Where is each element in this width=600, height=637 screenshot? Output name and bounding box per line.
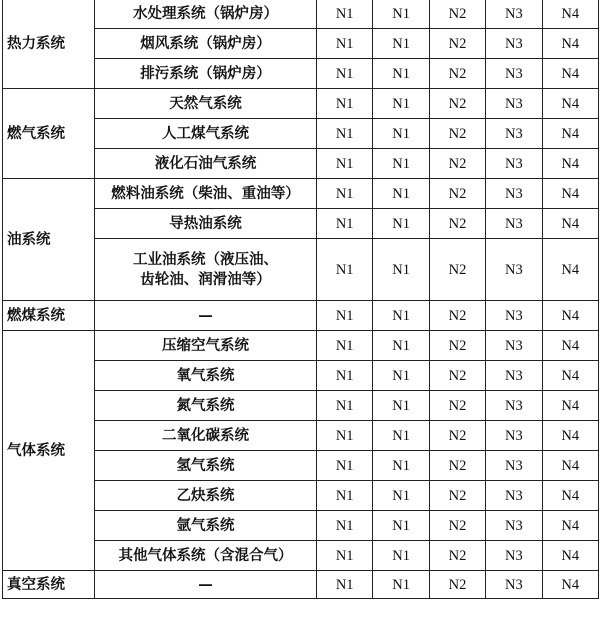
- level-cell: N1: [373, 481, 429, 511]
- level-cell: N1: [373, 391, 429, 421]
- level-cell: N4: [542, 59, 598, 89]
- level-cell: N2: [429, 511, 485, 541]
- level-cell: N3: [486, 511, 542, 541]
- subsystem-cell: [95, 239, 317, 301]
- table-row: [3, 301, 599, 331]
- level-cell: N3: [486, 179, 542, 209]
- level-cell: N1: [373, 89, 429, 119]
- level-cell: N3: [486, 451, 542, 481]
- table-row: [3, 179, 599, 209]
- table-row: [3, 89, 599, 119]
- level-cell: N2: [429, 239, 485, 301]
- subsystem-cell: 氮气系统: [95, 391, 317, 421]
- level-cell: N2: [429, 0, 485, 29]
- level-cell: N1: [373, 451, 429, 481]
- level-cell: N1: [373, 29, 429, 59]
- level-cell: N4: [542, 331, 598, 361]
- level-cell: N3: [486, 331, 542, 361]
- level-cell: N1: [373, 179, 429, 209]
- level-cell: N1: [373, 421, 429, 451]
- level-cell: N1: [317, 209, 373, 239]
- category-cell: 真空系统: [3, 571, 95, 599]
- table-row: [3, 331, 599, 361]
- category-cell: 油系统: [3, 179, 95, 301]
- table-row: [3, 571, 599, 599]
- level-cell: N3: [486, 59, 542, 89]
- level-cell: N3: [486, 481, 542, 511]
- system-classification-table: [2, 0, 599, 599]
- subsystem-cell: —: [95, 301, 317, 331]
- level-cell: N1: [317, 149, 373, 179]
- level-cell: N1: [317, 391, 373, 421]
- level-cell: N4: [542, 301, 598, 331]
- level-cell: N3: [486, 239, 542, 301]
- subsystem-cell: 导热油系统: [95, 209, 317, 239]
- level-cell: N1: [317, 331, 373, 361]
- level-cell: N1: [317, 179, 373, 209]
- subsystem-line-1: 工业油系统（液压油、: [133, 250, 278, 268]
- level-cell: N3: [486, 421, 542, 451]
- level-cell: N2: [429, 421, 485, 451]
- level-cell: N3: [486, 0, 542, 29]
- subsystem-cell: 天然气系统: [95, 89, 317, 119]
- level-cell: N1: [317, 541, 373, 571]
- level-cell: N1: [373, 331, 429, 361]
- level-cell: N3: [486, 149, 542, 179]
- level-cell: N1: [373, 571, 429, 599]
- level-cell: N2: [429, 29, 485, 59]
- subsystem-cell: 乙炔系统: [95, 481, 317, 511]
- subsystem-cell: 压缩空气系统: [95, 331, 317, 361]
- level-cell: N3: [486, 391, 542, 421]
- level-cell: N1: [373, 511, 429, 541]
- level-cell: N3: [486, 541, 542, 571]
- category-cell: 燃气系统: [3, 89, 95, 179]
- level-cell: N2: [429, 481, 485, 511]
- level-cell: N2: [429, 119, 485, 149]
- level-cell: N1: [373, 541, 429, 571]
- level-cell: N3: [486, 209, 542, 239]
- level-cell: N1: [317, 511, 373, 541]
- level-cell: N3: [486, 89, 542, 119]
- level-cell: N1: [317, 571, 373, 599]
- level-cell: N2: [429, 89, 485, 119]
- table-row: [3, 0, 599, 29]
- level-cell: N2: [429, 571, 485, 599]
- level-cell: N1: [317, 0, 373, 29]
- level-cell: N3: [486, 361, 542, 391]
- level-cell: N4: [542, 149, 598, 179]
- level-cell: N2: [429, 209, 485, 239]
- level-cell: N3: [486, 571, 542, 599]
- subsystem-cell: 其他气体系统（含混合气）: [95, 541, 317, 571]
- level-cell: N4: [542, 29, 598, 59]
- level-cell: N4: [542, 541, 598, 571]
- category-cell: 气体系统: [3, 331, 95, 571]
- level-cell: N1: [373, 119, 429, 149]
- subsystem-cell: 人工煤气系统: [95, 119, 317, 149]
- subsystem-cell: 液化石油气系统: [95, 149, 317, 179]
- level-cell: N2: [429, 331, 485, 361]
- level-cell: N4: [542, 179, 598, 209]
- subsystem-cell: 燃料油系统（柴油、重油等）: [95, 179, 317, 209]
- level-cell: N1: [317, 361, 373, 391]
- level-cell: N1: [317, 29, 373, 59]
- level-cell: N3: [486, 29, 542, 59]
- level-cell: N4: [542, 119, 598, 149]
- level-cell: N1: [317, 89, 373, 119]
- level-cell: N1: [317, 119, 373, 149]
- level-cell: N1: [373, 0, 429, 29]
- subsystem-cell: 二氧化碳系统: [95, 421, 317, 451]
- level-cell: N1: [373, 239, 429, 301]
- level-cell: N4: [542, 239, 598, 301]
- level-cell: N1: [373, 149, 429, 179]
- level-cell: N1: [317, 481, 373, 511]
- subsystem-cell: 排污系统（锅炉房）: [95, 59, 317, 89]
- level-cell: N4: [542, 451, 598, 481]
- level-cell: N1: [373, 301, 429, 331]
- subsystem-cell: 烟风系统（锅炉房）: [95, 29, 317, 59]
- level-cell: N1: [317, 59, 373, 89]
- subsystem-line-2: 齿轮油、润滑油等）: [140, 270, 271, 288]
- subsystem-cell: 水处理系统（锅炉房）: [95, 0, 317, 29]
- subsystem-cell: —: [95, 571, 317, 599]
- level-cell: N4: [542, 391, 598, 421]
- level-cell: N2: [429, 451, 485, 481]
- subsystem-cell: 氧气系统: [95, 361, 317, 391]
- level-cell: N1: [373, 209, 429, 239]
- level-cell: N4: [542, 361, 598, 391]
- level-cell: N4: [542, 571, 598, 599]
- level-cell: N2: [429, 301, 485, 331]
- level-cell: N1: [317, 451, 373, 481]
- level-cell: N2: [429, 59, 485, 89]
- level-cell: N3: [486, 119, 542, 149]
- level-cell: N1: [317, 421, 373, 451]
- level-cell: N4: [542, 511, 598, 541]
- level-cell: N4: [542, 89, 598, 119]
- level-cell: N1: [317, 239, 373, 301]
- level-cell: N2: [429, 541, 485, 571]
- level-cell: N1: [317, 301, 373, 331]
- level-cell: N2: [429, 179, 485, 209]
- level-cell: N2: [429, 391, 485, 421]
- subsystem-cell: 氢气系统: [95, 451, 317, 481]
- level-cell: N4: [542, 209, 598, 239]
- subsystem-cell: 氩气系统: [95, 511, 317, 541]
- level-cell: N4: [542, 0, 598, 29]
- level-cell: N1: [373, 59, 429, 89]
- category-cell: 热力系统: [3, 0, 95, 89]
- category-cell: 燃煤系统: [3, 301, 95, 331]
- level-cell: N2: [429, 149, 485, 179]
- level-cell: N4: [542, 481, 598, 511]
- level-cell: N4: [542, 421, 598, 451]
- level-cell: N1: [373, 361, 429, 391]
- level-cell: N2: [429, 361, 485, 391]
- level-cell: N3: [486, 301, 542, 331]
